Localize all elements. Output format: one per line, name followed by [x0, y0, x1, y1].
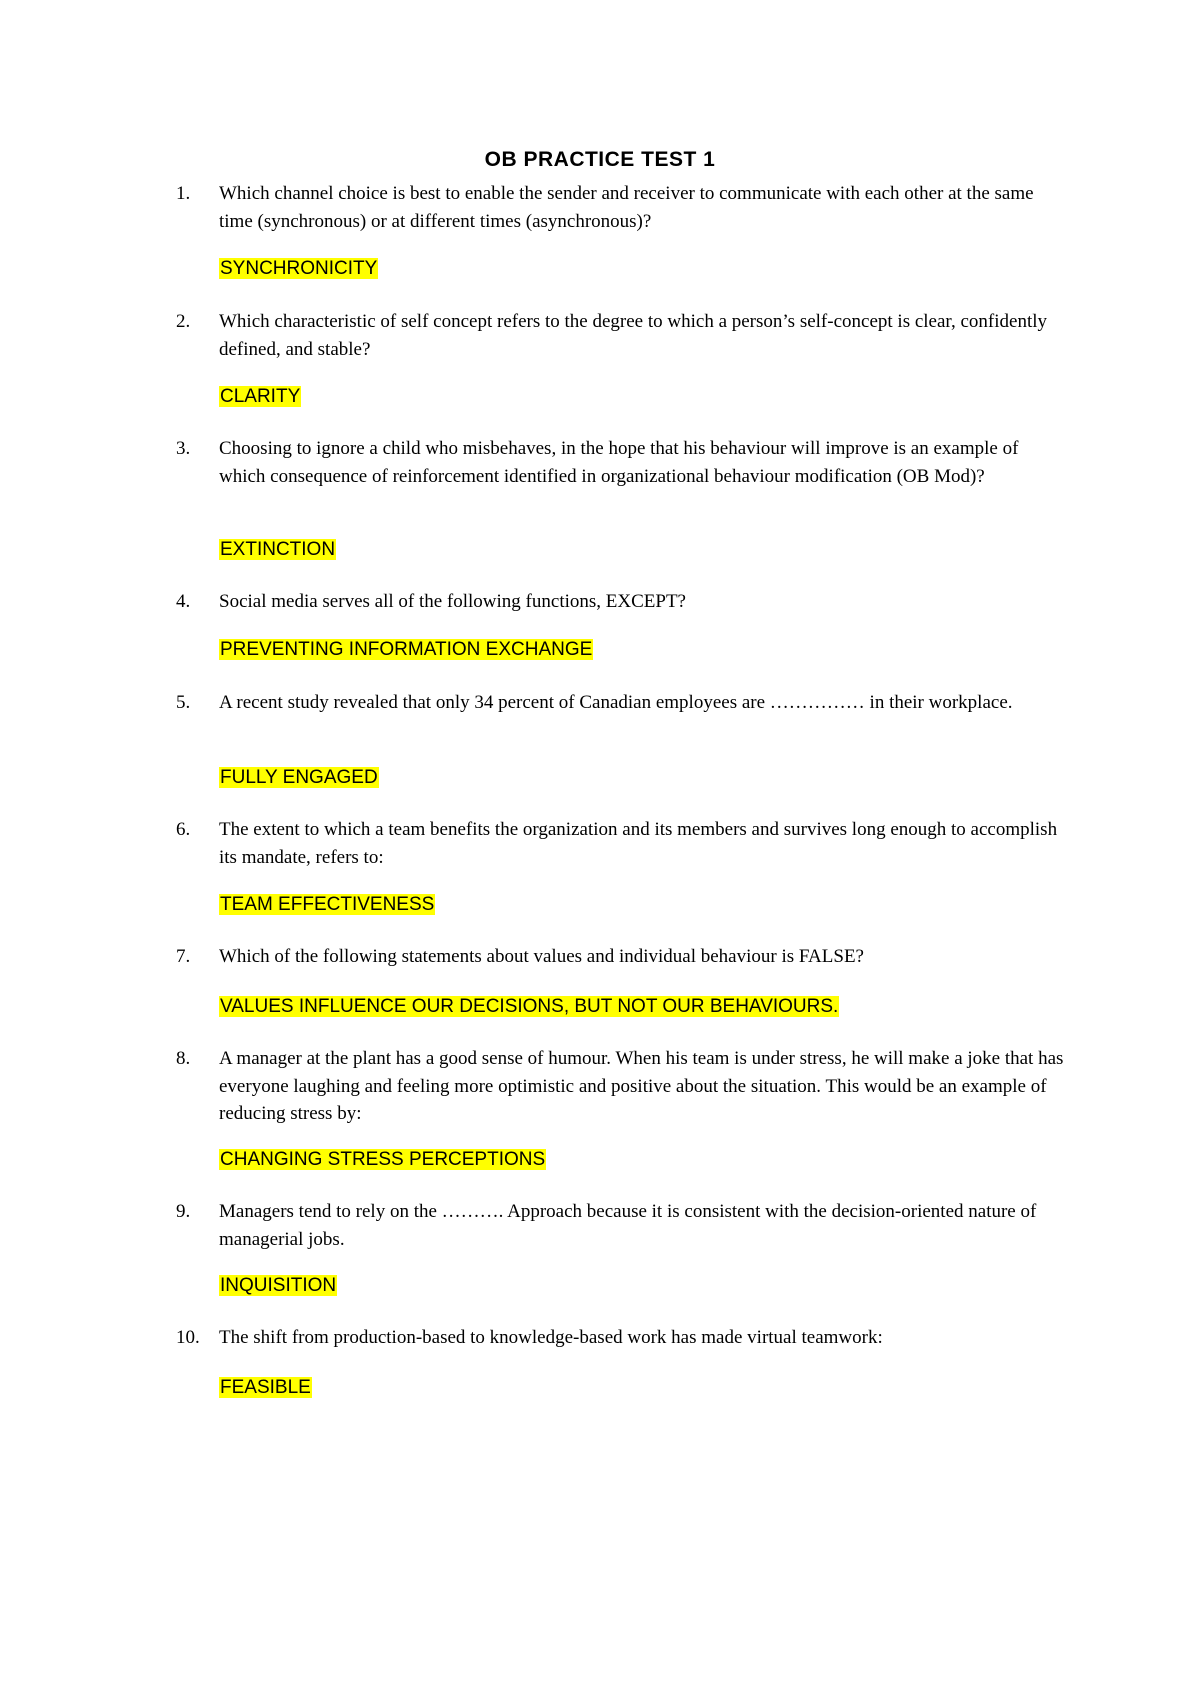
answer-5 [219, 765, 379, 791]
question-text: The extent to which a team benefits the organization and its members and survives long enough to accomplish its mandate, refers to: [219, 819, 1058, 868]
answer-9 [219, 1273, 337, 1299]
answer-highlight: INQUISITION [220, 1275, 337, 1296]
question-text: A recent study revealed that only 34 percent of Canadian employees are …………… in their workplace. [219, 692, 1013, 713]
question-number: 2. [176, 311, 191, 332]
question-number: 5. [176, 692, 191, 713]
question-number: 8. [176, 1048, 191, 1069]
answer-highlight: FEASIBLE [220, 1377, 311, 1398]
answer-10 [219, 1375, 312, 1401]
question-number: 10. [176, 1327, 200, 1348]
answer-highlight: CLARITY [220, 386, 301, 407]
question-text: Managers tend to rely on the ………. Approach because it is consistent with the decision-oriented nature of managerial jobs. [219, 1201, 1037, 1250]
question-number: 3. [176, 438, 191, 459]
question-number: 9. [176, 1201, 191, 1222]
answer-highlight: SYNCHRONICITY [220, 258, 378, 279]
question-number: 4. [176, 591, 191, 612]
answer-highlight: VALUES INFLUENCE OUR DECISIONS, BUT NOT OUR BEHAVIOURS. [220, 996, 839, 1017]
answer-highlight: CHANGING STRESS PERCEPTIONS [220, 1149, 546, 1170]
page-title: OB PRACTICE TEST 1 [484, 148, 716, 171]
answer-7 [219, 994, 839, 1020]
question-text: Which characteristic of self concept refers to the degree to which a person’s self-concept is clear, confidently defined, and stable? [219, 311, 1048, 360]
answer-8 [219, 1147, 546, 1173]
question-text: Which of the following statements about values and individual behaviour is FALSE? [219, 946, 864, 967]
question-number: 6. [176, 819, 191, 840]
answer-highlight: PREVENTING INFORMATION EXCHANGE [220, 639, 593, 660]
question-number: 7. [176, 946, 191, 967]
question-text: A manager at the plant has a good sense of humour. When his team is under stress, he will make a joke that has everyone laughing and feeling more optimistic and positive about the situation. This would be an example of reducing stress by: [219, 1048, 1064, 1124]
question-number: 1. [176, 183, 191, 204]
answer-1 [219, 256, 378, 282]
answer-6 [219, 892, 435, 918]
question-text: Choosing to ignore a child who misbehaves, in the hope that his behaviour will improve is an example of which consequence of reinforcement identified in organizational behaviour modification (OB Mod)? [219, 438, 1019, 487]
answer-4 [219, 637, 593, 663]
question-text: Social media serves all of the following functions, EXCEPT? [219, 591, 686, 612]
answer-3 [219, 537, 336, 563]
question-text: The shift from production-based to knowledge-based work has made virtual teamwork: [219, 1327, 883, 1348]
answer-highlight: FULLY ENGAGED [220, 767, 378, 788]
question-text: Which channel choice is best to enable the sender and receiver to communicate with each other at the same time (synchronous) or at different times (asynchronous)? [219, 183, 1034, 232]
answer-highlight: EXTINCTION [220, 539, 336, 560]
answer-highlight: TEAM EFFECTIVENESS [220, 894, 435, 915]
answer-2 [219, 384, 301, 410]
